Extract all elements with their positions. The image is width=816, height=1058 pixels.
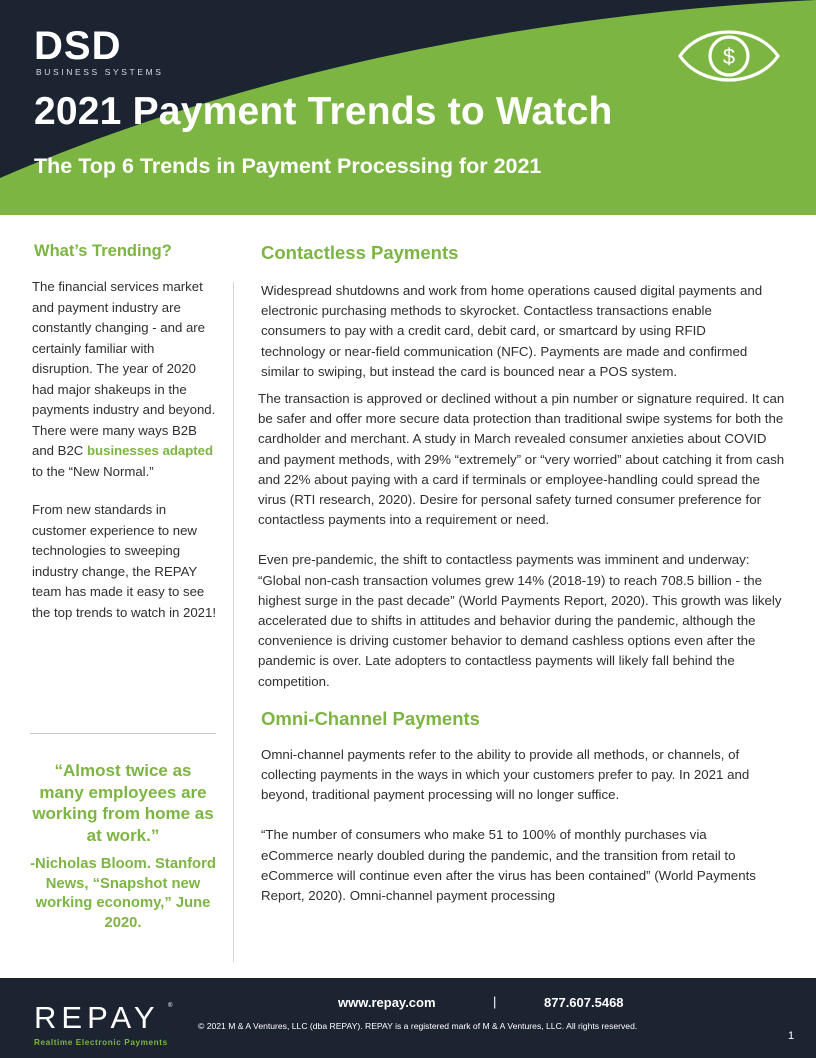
dsd-logo xyxy=(34,26,164,77)
pull-quote xyxy=(30,760,216,933)
document-title: 2021 Payment Trends to Watch xyxy=(34,90,613,133)
contactless-paragraph-3: Even pre-pandemic, the shift to contactless payments was imminent and underway: “Global non-cash transaction volumes grew 14% (2018-19) to reach 708.5 billion - the highest surge in the past decade” (World Payments Report, 2020). This growth was likely accelerated due to shifts in attitudes and behavior during the pandemic, although the convenience is driving customer behavior to demand cashless options even after the pandemic is over. Late adopters to contactless payments will likely fall behind the competition. xyxy=(258,552,782,689)
sidebar-intro-text: The financial services market and payment industry are constantly changing - and are certainly familiar with disruption. The year of 2020 had major shakeups in the payments industry and beyond. There were many ways B2B and B2C xyxy=(32,279,216,458)
sidebar-second-paragraph: From new standards in customer experience to new technologies to sweeping industry change, the REPAY team has made it easy to see the top trends to watch in 2021! xyxy=(32,502,217,620)
businesses-adapted-link[interactable]: businesses adapted xyxy=(87,443,214,458)
column-divider xyxy=(233,282,234,962)
sidebar-intro-text-end: to the “New Normal.” xyxy=(32,463,154,479)
phone-number[interactable]: 877.607.5468 xyxy=(544,995,624,1010)
sidebar-heading: What’s Trending? xyxy=(34,242,172,260)
svg-text:$: $ xyxy=(722,44,736,69)
quote-text: “Almost twice as many employees are working from home as at work.” xyxy=(32,761,214,845)
dollar-eye-icon xyxy=(676,18,782,94)
omni-channel-paragraph-1: Omni-channel payments refer to the ability to provide all methods, or channels, of collecting payments in the ways in which your customers prefer to pay. In 2021 and beyond, traditional payment processing will no longer suffice. xyxy=(261,746,750,803)
trademark-icon: ® xyxy=(168,1003,173,1009)
document-subtitle: The Top 6 Trends in Payment Processing for 2021 xyxy=(34,154,542,178)
contactless-paragraph-1: Widespread shutdowns and work from home operations caused digital payments and electronic purchasing methods to skyrocket. Contactless transactions enable consumers to pay with a credit card, debit card, or smartcard by using RFID technology or near-field communication (NFC). Payments are made and confirmed similar to swiping, but instead the card is bounced near a POS system. xyxy=(261,283,763,379)
dsd-logo-subtitle: BUSINESS SYSTEMS xyxy=(36,67,164,77)
section-heading-contactless: Contactless Payments xyxy=(261,242,459,263)
section-heading-omni-channel: Omni-Channel Payments xyxy=(261,707,480,729)
header-banner xyxy=(0,0,816,215)
quote-citation: -Nicholas Bloom. Stanford News, “Snapshot new working economy,” June 2020. xyxy=(30,856,216,931)
page-number: 1 xyxy=(788,1030,795,1042)
footer xyxy=(0,978,816,1058)
contactless-paragraph-2: The transaction is approved or declined without a pin number or signature required. It can be safer and offer more secure data protection than traditional swipe systems for both the cardholder and merchant. A study in March revealed consumer anxieties about COVID and payment methods, with 29% “extremely” or “very worried” about catching it from cash and 22% about paying with a card if terminals or employee-handling could spread the virus (RTI research, 2020). Desire for personal safety turned consumer preference for contactless payments into a requirement or need. xyxy=(258,391,785,528)
sidebar-intro-paragraph xyxy=(32,277,217,482)
website-link[interactable]: www.repay.com xyxy=(338,995,436,1010)
dsd-logo-text: DSD xyxy=(34,24,122,68)
copyright-notice: © 2021 M & A Ventures, LLC (dba REPAY). REPAY is a registered mark of M & A Ventures, LLC. All rights reserved. xyxy=(198,1021,638,1031)
repay-tagline: Realtime Electronic Payments xyxy=(34,1038,168,1047)
repay-logo: REPAY xyxy=(34,1000,160,1035)
omni-channel-paragraph-2: “The number of consumers who make 51 to 100% of monthly purchases via eCommerce nearly doubled during the pandemic, and the transition from retail to eCommerce will continue even after the virus has been contained” (World Payments Report, 2020). Omni-channel payment processing xyxy=(261,827,756,904)
main-content xyxy=(258,242,788,906)
sidebar xyxy=(32,242,217,623)
sidebar-divider xyxy=(30,733,216,734)
footer-separator: | xyxy=(493,994,497,1009)
